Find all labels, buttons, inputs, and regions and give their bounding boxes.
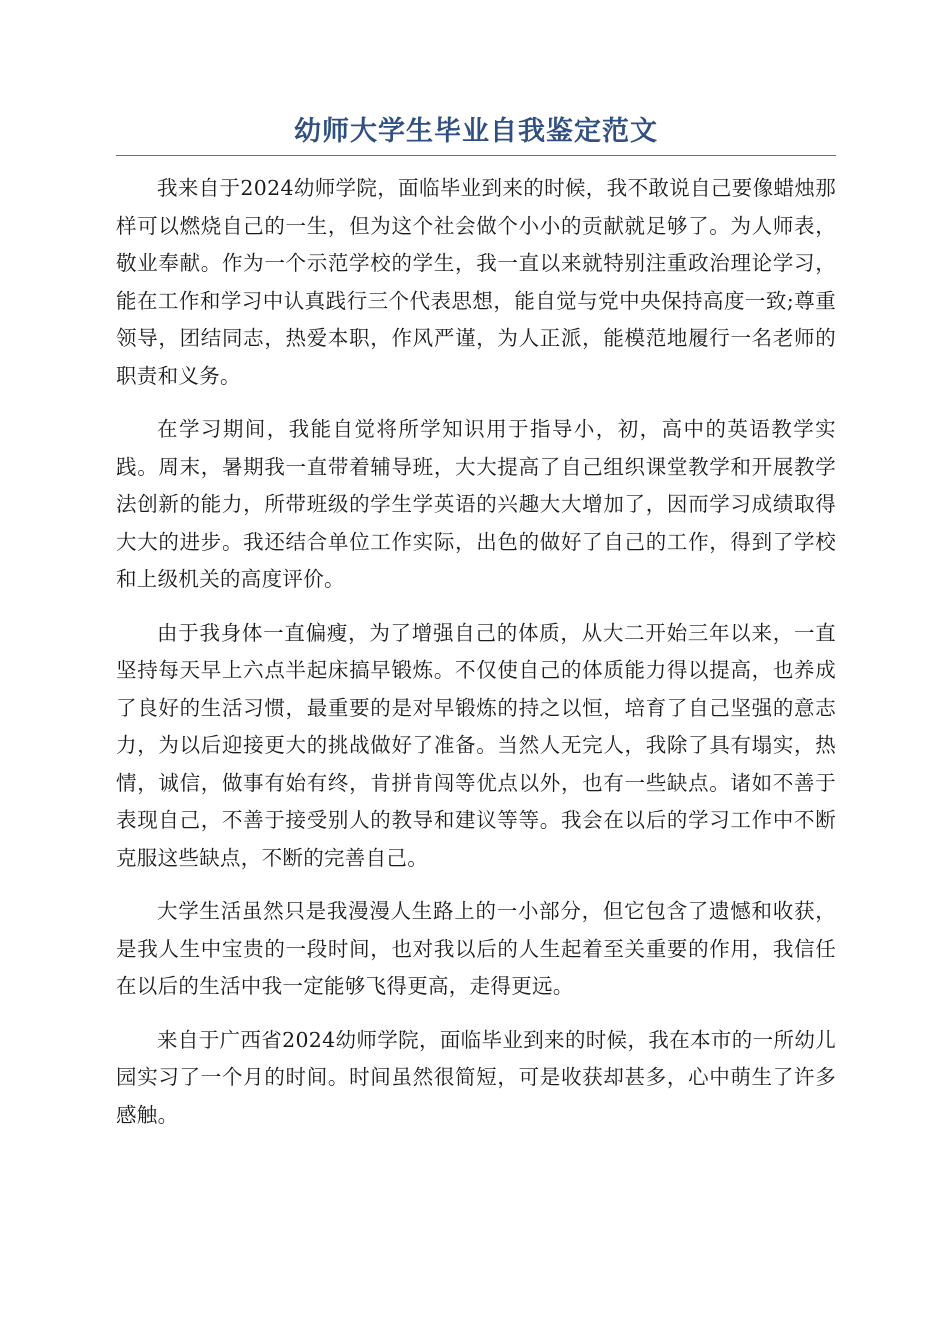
paragraph-3: 由于我身体一直偏瘦，为了增强自己的体质，从大二开始三年以来，一直坚持每天早上六点半起床搞早锻炼。不仅使自己的体质能力得以提高，也养成了良好的生活习惯，最重要的是对早锻炼的持之以恒，培育了自己坚强的意志力，为以后迎接更大的挑战做好了准备。当然人无完人，我除了具有塌实，热情，诚信，做事有始有终，肯拼肯闯等优点以外，也有一些缺点。诸如不善于表现自己，不善于接受别人的教导和建议等等。我会在以后的学习工作中不断克服这些缺点，不断的完善自己。 (116, 620, 836, 870)
paragraph-2: 在学习期间，我能自觉将所学知识用于指导小，初，高中的英语教学实践。周末，暑期我一直带着辅导班，大大提高了自己组织课堂教学和开展教学法创新的能力，所带班级的学生学英语的兴趣大大增加了，因而学习成绩取得大大的进步。我还结合单位工作实际，出色的做好了自己的工作，得到了学校和上级机关的高度评价。 (116, 417, 836, 591)
document-title: 幼师大学生毕业自我鉴定范文 (294, 116, 658, 147)
paragraph-5: 来自于广西省2024幼师学院，面临毕业到来的时候，我在本市的一所幼儿园实习了一个月的时间。时间虽然很简短，可是收获却甚多，心中萌生了许多感触。 (116, 1027, 836, 1127)
paragraph-1: 我来自于2024幼师学院，面临毕业到来的时候，我不敢说自己要像蜡烛那样可以燃烧自己的一生，但为这个社会做个小小的贡献就足够了。为人师表，敬业奉献。作为一个示范学校的学生，我一直以来就特别注重政治理论学习，能在工作和学习中认真践行三个代表思想，能自觉与党中央保持高度一致;尊重领导，团结同志，热爱本职，作风严谨，为人正派，能模范地履行一名老师的职责和义务。 (116, 176, 836, 388)
paragraph-4: 大学生活虽然只是我漫漫人生路上的一小部分，但它包含了遗憾和收获，是我人生中宝贵的一段时间，也对我以后的人生起着至关重要的作用，我信任在以后的生活中我一定能够飞得更高，走得更远。 (116, 899, 836, 998)
title-underline (116, 155, 836, 156)
document-page (116, 112, 836, 1150)
